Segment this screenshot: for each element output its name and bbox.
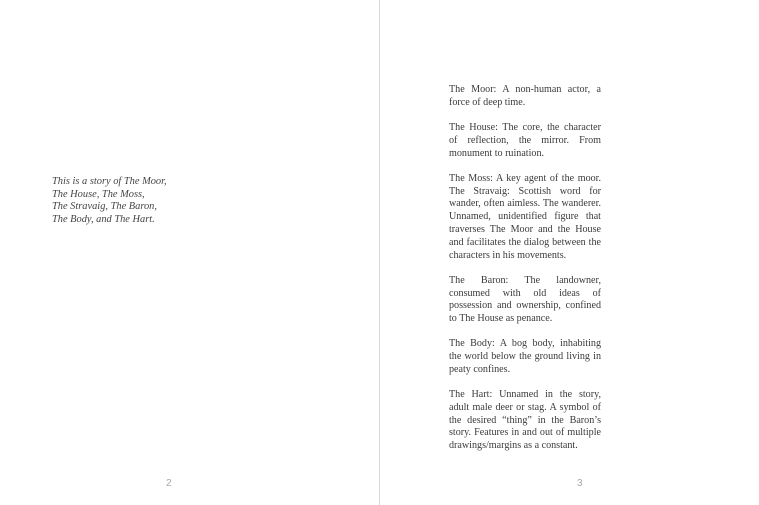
right-page bbox=[380, 0, 759, 505]
intro-text bbox=[52, 176, 192, 226]
left-page bbox=[0, 0, 379, 505]
glossary-entry-house: The House: The core, the character of reflection, the mirror. From monument to ruination. bbox=[449, 121, 601, 159]
intro-line: This is a story of The Moor, bbox=[52, 176, 167, 187]
intro-line: The Stravaig, The Baron, bbox=[52, 201, 157, 212]
intro-line: The House, The Moss, bbox=[52, 188, 145, 200]
glossary-entry-moor: The Moor: A non-human actor, a force of deep time. bbox=[449, 84, 601, 108]
intro-line: The Body, and The Hart. bbox=[52, 213, 155, 225]
character-glossary bbox=[449, 84, 601, 453]
glossary-entry-hart: The Hart: Unnamed in the story, adult male deer or stag. A symbol of the desired “thing” in the Baron’s story. Features in and out of multiple drawings/margins as a constant. bbox=[449, 389, 601, 452]
glossary-entry-body: The Body: A bog body, inhabiting the world below the ground living in peaty confines. bbox=[449, 338, 601, 375]
glossary-entry-baron: The Baron: The landowner, consumed with old ideas of possession and ownership, confined to The House as penance. bbox=[449, 274, 601, 325]
glossary-entry-moss-stravaig: The Moss: A key agent of the moor. The Stravaig: Scottish word for wander, often aimless. The wanderer. Unnamed, unidentified figure that traverses The Moor and the House and facilitates the dialog between the characters in his movements. bbox=[449, 172, 601, 261]
page-number-right: 3 bbox=[577, 478, 583, 489]
page-number-left: 2 bbox=[166, 478, 172, 489]
